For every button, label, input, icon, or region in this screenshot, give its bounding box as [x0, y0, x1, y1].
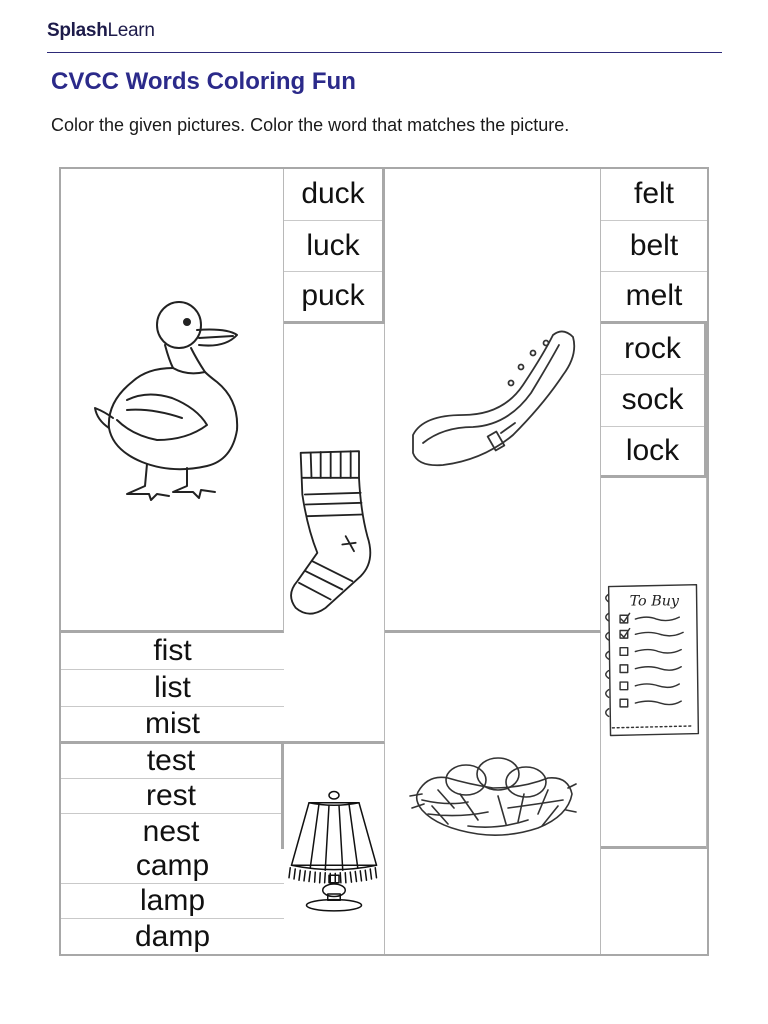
shopping-list-picture	[601, 478, 707, 849]
word-option[interactable]: lock	[601, 427, 704, 479]
word-option[interactable]: camp	[61, 849, 284, 884]
splashlearn-logo	[47, 20, 155, 42]
word-option[interactable]: belt	[601, 221, 707, 273]
list-heading: To Buy	[629, 593, 680, 610]
word-option[interactable]: melt	[601, 272, 707, 324]
word-column-belt	[601, 169, 707, 324]
worksheet-title: CVCC Words Coloring Fun	[51, 68, 356, 95]
worksheet-grid	[59, 167, 709, 956]
word-column-sock	[601, 324, 707, 479]
word-option[interactable]: felt	[601, 169, 707, 221]
word-column-shopping-list	[61, 633, 284, 744]
logo-part-splash: Splash	[47, 20, 108, 41]
word-column-lamp	[61, 849, 284, 954]
word-option[interactable]: fist	[61, 633, 284, 670]
lamp-icon	[284, 749, 384, 949]
word-option[interactable]: list	[61, 670, 284, 707]
word-option[interactable]: luck	[284, 221, 382, 273]
word-option[interactable]: duck	[284, 169, 382, 221]
word-option[interactable]: test	[61, 744, 281, 779]
shopping-list-icon	[601, 577, 706, 747]
belt-icon	[403, 315, 583, 485]
lamp-picture	[284, 744, 385, 954]
sock-icon	[284, 427, 384, 637]
worksheet-instructions: Color the given pictures. Color the word that matches the picture.	[51, 115, 570, 135]
word-option[interactable]: rest	[61, 779, 281, 814]
nest-picture	[385, 633, 601, 954]
word-option[interactable]: sock	[601, 375, 704, 427]
nest-icon	[408, 744, 578, 844]
header-divider	[47, 52, 722, 53]
word-option[interactable]: nest	[142, 814, 200, 848]
word-option[interactable]: rock	[601, 324, 704, 376]
logo-part-learn: Learn	[107, 20, 155, 41]
word-column-duck	[284, 169, 385, 324]
word-option[interactable]: mist	[61, 707, 284, 744]
word-column-nest	[61, 744, 284, 849]
word-option[interactable]: puck	[284, 272, 382, 324]
belt-picture	[385, 169, 601, 633]
sock-picture	[284, 324, 385, 744]
duck-icon	[87, 290, 257, 510]
duck-picture	[61, 169, 284, 633]
word-option[interactable]: lamp	[61, 884, 284, 919]
word-option[interactable]: damp	[134, 919, 211, 953]
